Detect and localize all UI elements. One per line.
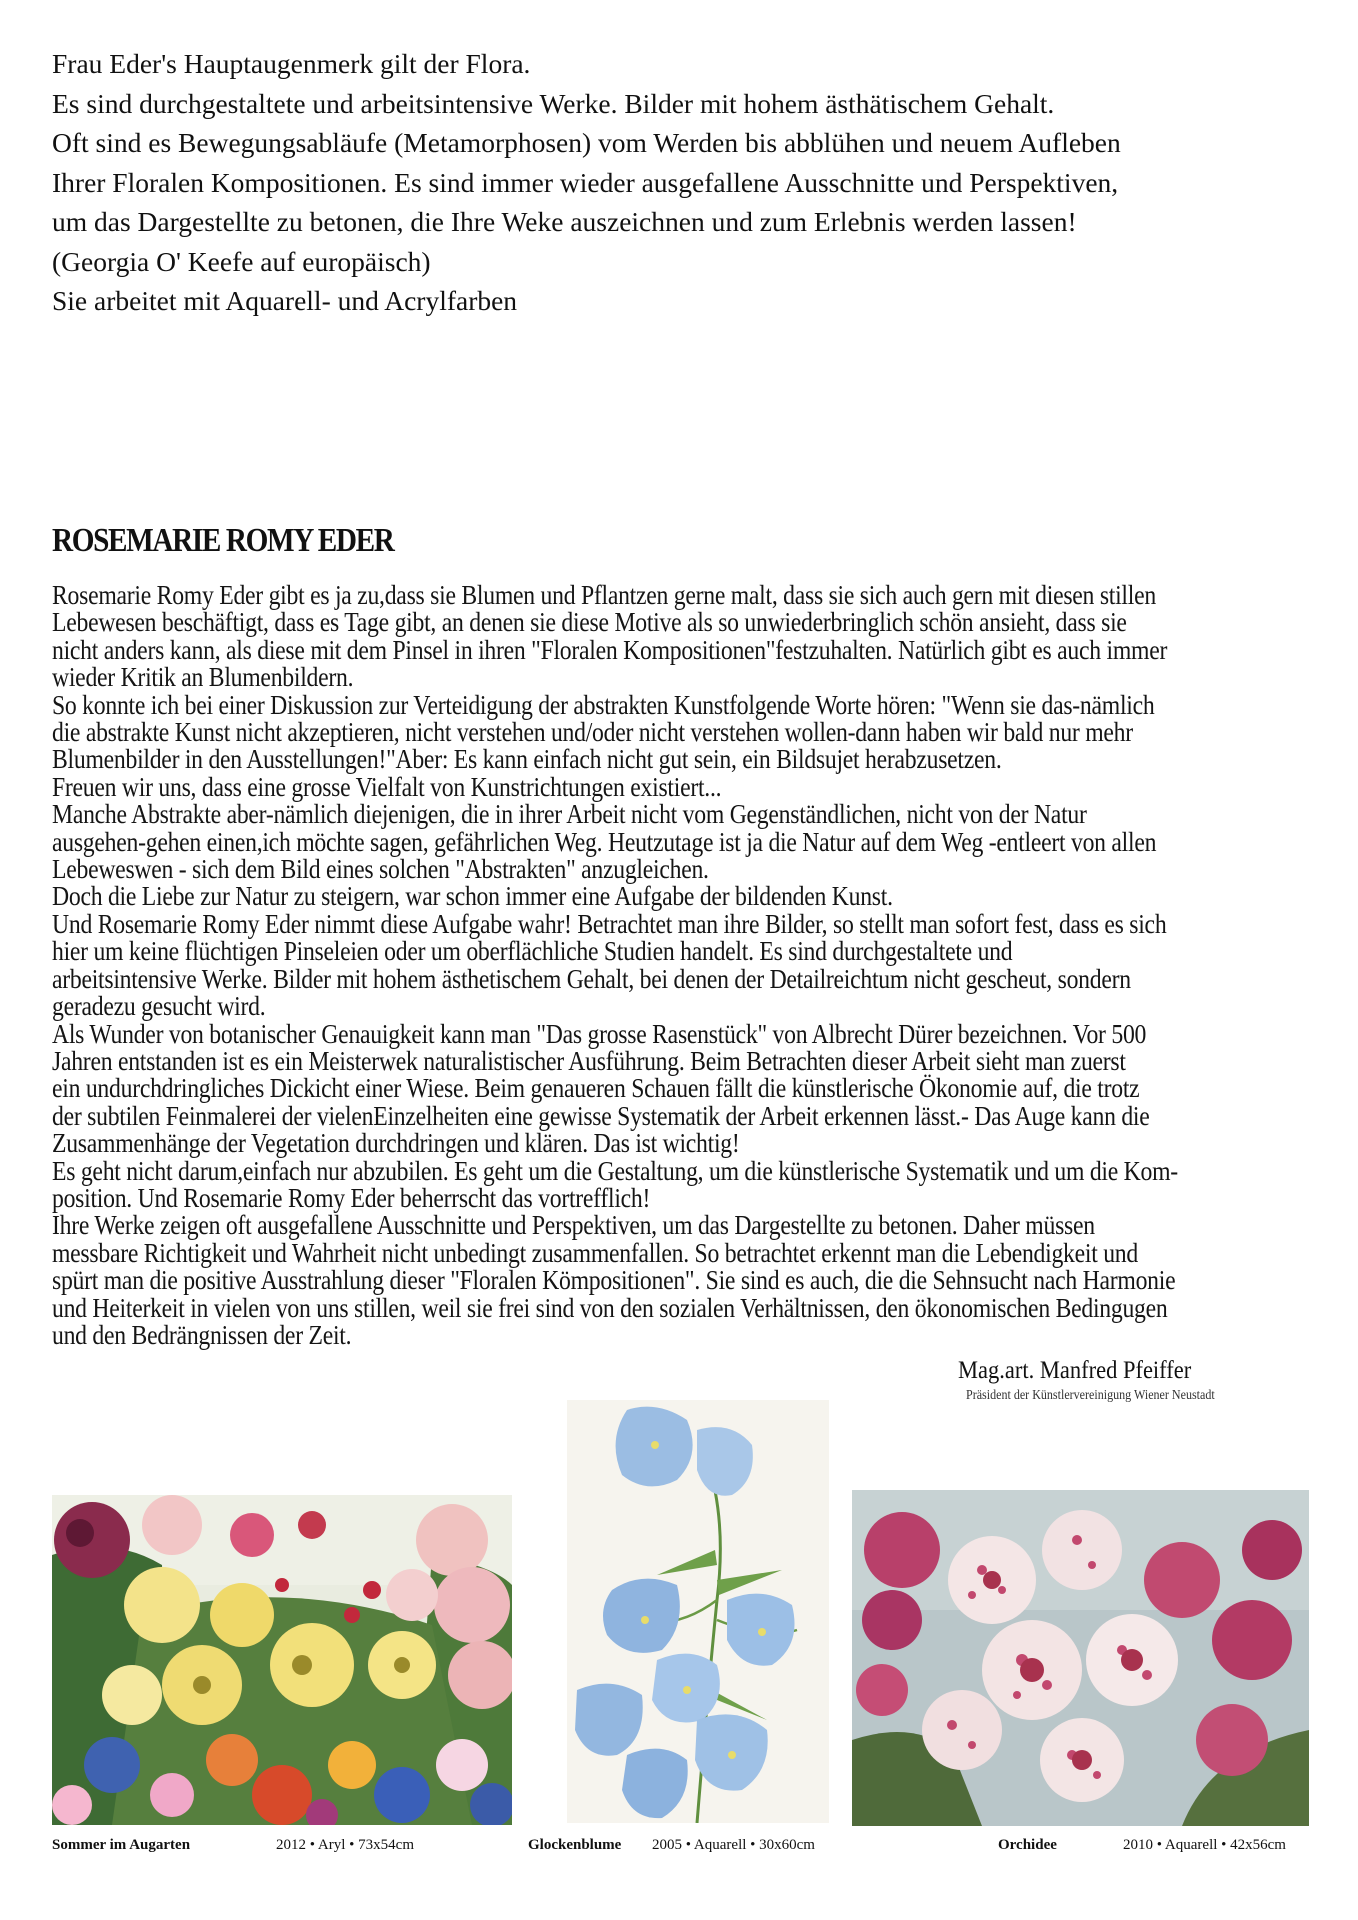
caption-title: Glockenblume <box>528 1837 622 1853</box>
painting-sommer-im-augarten <box>52 1495 512 1825</box>
caption-sommer-details: 2012 • Aryl • 73x54cm <box>276 1837 414 1853</box>
article-heading: ROSEMARIE ROMY EDER <box>52 522 394 559</box>
body-line: Manche Abstrakte aber-nämlich diejenigen, die in ihrer Arbeit nicht vom Gegenständlichen, nicht von der Natur <box>52 799 1087 830</box>
body-line: Rosemarie Romy Eder gibt es ja zu,dass sie Blumen und Pflantzen gerne malt, dass sie sich auch gern mit diesen stillen <box>52 580 1156 610</box>
body-line: Blumenbilder in den Ausstellungen!"Aber: Es kann einfach nicht gut sein, ein Bildsujet herabzusetzen. <box>52 744 1002 775</box>
article-body <box>52 582 1299 1349</box>
painting-glockenblume <box>567 1400 829 1823</box>
body-line: Zusammenhänge der Vegetation durchdringen und klären. Das ist wichtig! <box>52 1128 740 1159</box>
body-line: geradezu gesucht wird. <box>52 991 266 1022</box>
body-line: Und Rosemarie Romy Eder nimmt diese Aufgabe wahr! Betrachtet man ihre Bilder, so stellt man sofort fest, dass es sich <box>52 908 1167 939</box>
body-line: position. Und Rosemarie Romy Eder beherrscht das vortrefflich! <box>52 1182 651 1213</box>
body-line: Lebewesen beschäftigt, dass es Tage gibt, an denen sie diese Motive als so unwiederbringlich schön ansieht, dass sie <box>52 607 1127 638</box>
body-line: ein undurchdringliches Dickicht einer Wiese. Beim genaueren Schauen fällt die künstlerische Ökonomie auf, die trotz <box>52 1073 1140 1104</box>
body-line: Es geht nicht darum,einfach nur abzubilen. Es geht um die Gestaltung, um die künstlerische Systematik und um die Kom- <box>52 1155 1178 1186</box>
caption-title: Orchidee <box>998 1837 1057 1853</box>
signature-title: Präsident der Künstlervereinigung Wiener Neustadt <box>966 1388 1215 1403</box>
body-line: der subtilen Feinmalerei der vielenEinzelheiten eine gewisse Systematik der Arbeit erkennen lässt.- Das Auge kann die <box>52 1100 1150 1131</box>
intro-line: Frau Eder's Hauptaugenmerk gilt der Flora. <box>52 48 531 79</box>
intro-line: Sie arbeitet mit Aquarell- und Acrylfarben <box>52 285 518 316</box>
body-line: Freuen wir uns, dass eine grosse Vielfalt von Kunstrichtungen existiert... <box>52 771 722 802</box>
body-line: nicht anders kann, als diese mit dem Pinsel in ihren "Floralen Kompositionen"festzuhalten. Natürlich gibt es auch immer <box>52 634 1168 665</box>
intro-line: Es sind durchgestaltete und arbeitsintensive Werke. Bilder mit hohem ästhätischem Gehalt. <box>52 87 1055 119</box>
body-line: wieder Kritik an Blumenbildern. <box>52 662 354 693</box>
painting-orchidee <box>852 1490 1309 1826</box>
caption-orchidee <box>998 1837 1057 1854</box>
body-line: und Heiterkeit in vielen von uns stillen, weil sie frei sind von den sozialen Verhältnissen, den ökonomischen Bedingugen <box>52 1292 1168 1323</box>
body-line: und den Bedrängnissen der Zeit. <box>52 1319 352 1350</box>
body-line: Als Wunder von botanischer Genauigkeit kann man "Das grosse Rasenstück" von Albrecht Dürer bezeichnen. Vor 500 <box>52 1018 1147 1049</box>
intro-paragraph <box>52 44 1322 321</box>
body-line: arbeitsintensive Werke. Bilder mit hohem ästhetischem Gehalt, bei denen der Detailreichtum nicht gescheut, sondern <box>52 963 1131 994</box>
caption-glockenblume-details: 2005 • Aquarell • 30x60cm <box>652 1837 815 1853</box>
painting-sommer-image <box>52 1495 512 1825</box>
intro-line: um das Dargestellte zu betonen, die Ihre Weke auszeichnen und zum Erlebnis werden lassen! <box>52 206 1077 237</box>
painting-orchidee-image <box>852 1490 1309 1826</box>
body-line: ausgehen-gehen einen,ich möchte sagen, gefährlichen Weg. Heutzutage ist ja die Natur auf dem Weg -entleert von allen <box>52 826 1157 857</box>
intro-line: Oft sind es Bewegungsabläufe (Metamorphosen) vom Werden bis abblühen und neuem Aufleben <box>52 127 1121 158</box>
body-line: Doch die Liebe zur Natur zu steigern, war schon immer eine Aufgabe der bildenden Kunst. <box>52 881 893 912</box>
painting-glockenblume-image <box>567 1400 829 1823</box>
body-line: Jahren entstanden ist es ein Meisterwek naturalistischer Ausführung. Beim Betrachten dieser Arbeit sieht man zuerst <box>52 1045 1126 1076</box>
signature-name: Mag.art. Manfred Pfeiffer <box>958 1357 1192 1384</box>
caption-glockenblume <box>528 1837 621 1854</box>
body-line: messbare Richtigkeit und Wahrheit nicht unbedingt zusammenfallen. So betrachtet erkennt man die Lebendigkeit und <box>52 1237 1138 1268</box>
caption-sommer-im-augarten <box>52 1837 190 1854</box>
body-line: So konnte ich bei einer Diskussion zur Verteidigung der abstrakten Kunstfolgende Worte hören: "Wenn sie das-nämlich <box>52 689 1155 720</box>
body-line: Lebeweswen - sich dem Bild eines solchen "Abstrakten" anzugleichen. <box>52 854 709 885</box>
intro-line: (Georgia O' Keefe auf europäisch) <box>52 245 431 277</box>
body-line: Ihre Werke zeigen oft ausgefallene Ausschnitte und Perspektiven, um das Dargestellte zu betonen. Daher müssen <box>52 1210 1095 1241</box>
caption-title: Sommer im Augarten <box>52 1837 191 1853</box>
body-line: hier um keine flüchtigen Pinseleien oder um oberflächliche Studien handelt. Es sind durchgestaltete und <box>52 936 1013 967</box>
intro-line: Ihrer Floralen Kompositionen. Es sind immer wieder ausgefallene Ausschnitte und Perspektiven, <box>52 166 1119 198</box>
body-line: die abstrakte Kunst nicht akzeptieren, nicht verstehen und/oder nicht verstehen wollen-dann haben wir bald nur mehr <box>52 717 1133 748</box>
body-line: spürt man die positive Ausstrahlung dieser "Floralen Kömpositionen". Sie sind es auch, die die Sehnsucht nach Harmonie <box>52 1265 1176 1296</box>
caption-orchidee-details: 2010 • Aquarell • 42x56cm <box>1123 1837 1286 1853</box>
